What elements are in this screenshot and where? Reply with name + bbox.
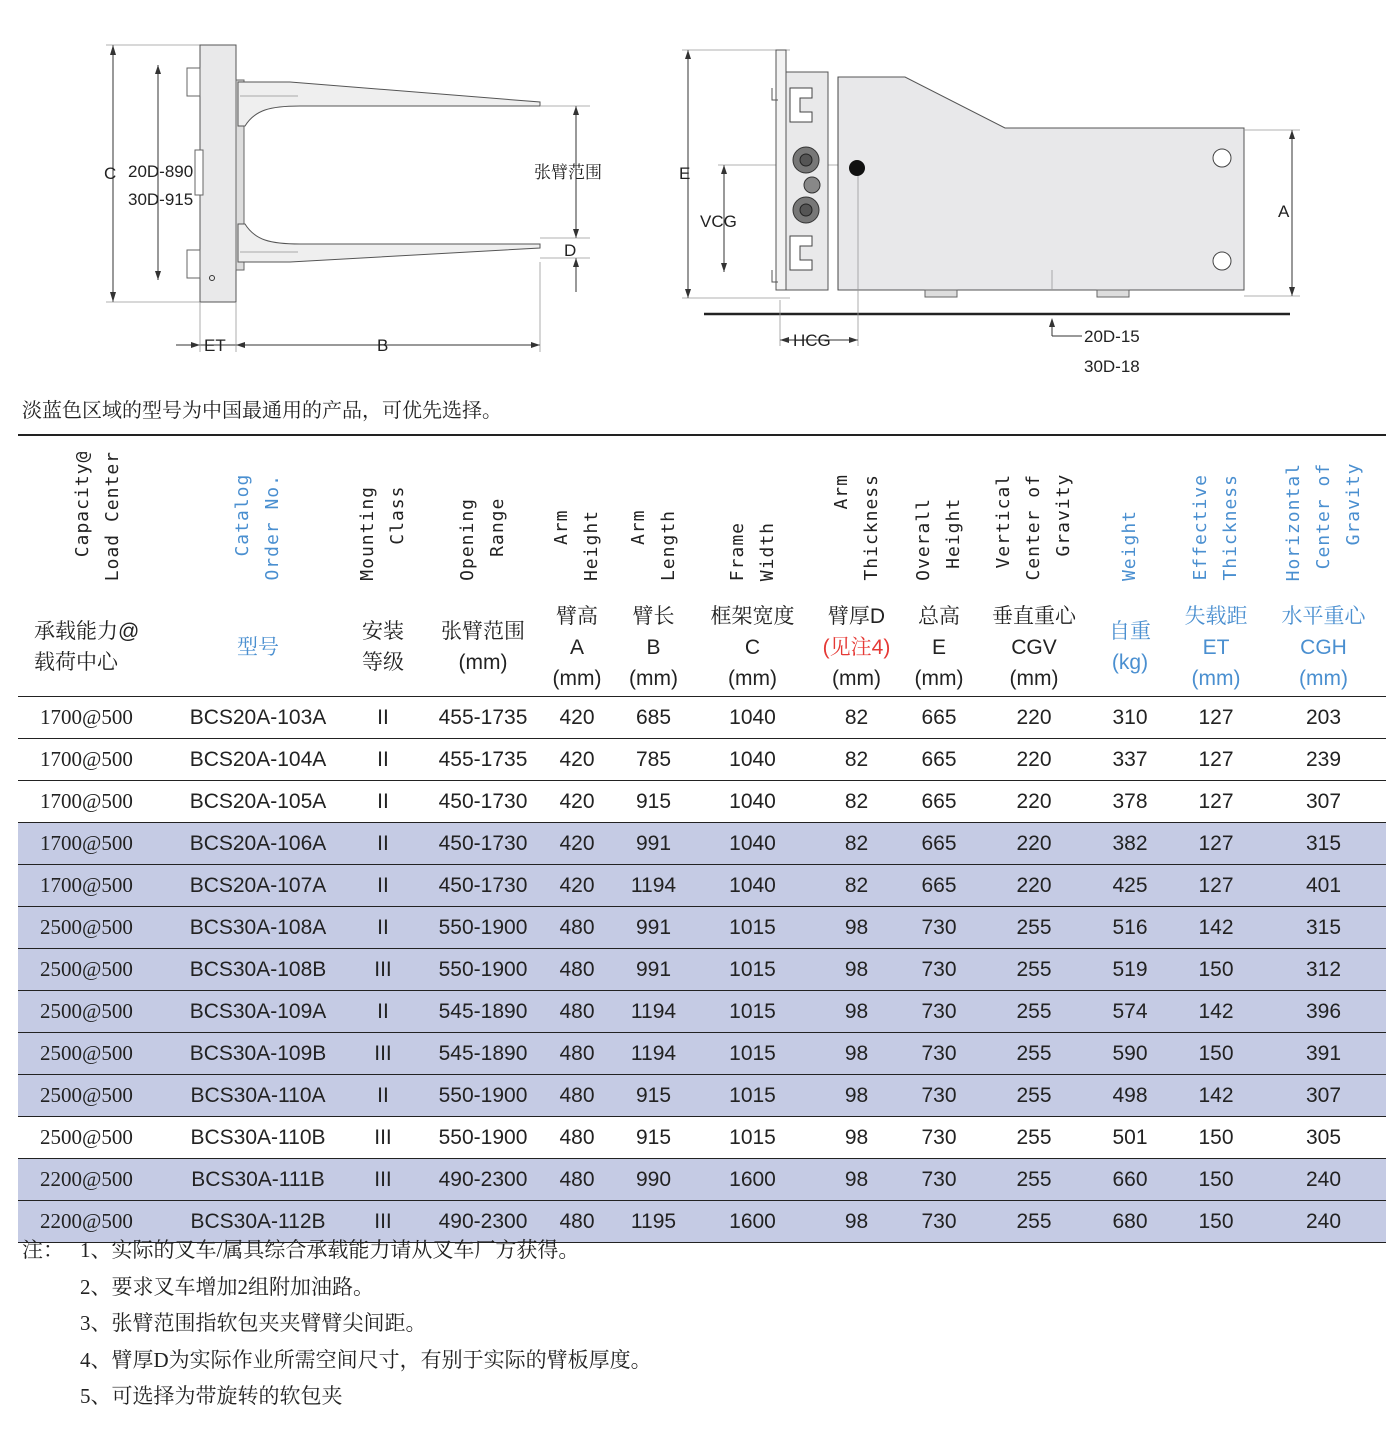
col-overall-height-cn: 总高 E (mm) (899, 598, 979, 697)
cell-opening-range: 545-1890 (428, 1033, 538, 1075)
cell-arm-thickness: 82 (814, 697, 899, 739)
cell-arm-height: 420 (538, 865, 616, 907)
cell-opening-range: 450-1730 (428, 865, 538, 907)
cell-et: 127 (1171, 865, 1261, 907)
cell-opening-range: 490-2300 (428, 1159, 538, 1201)
cell-frame-width: 1040 (691, 781, 814, 823)
cell-opening-range: 450-1730 (428, 823, 538, 865)
cell-mounting-class: II (338, 739, 428, 781)
table-row (18, 823, 1386, 865)
cell-arm-length: 991 (616, 949, 691, 991)
col-overall-height-en: Overall Height (913, 498, 964, 581)
cell-vcg: 255 (979, 1201, 1089, 1243)
cell-vcg: 255 (979, 991, 1089, 1033)
cell-capacity: 2500@500 (18, 949, 178, 991)
col-frame-width-en: Frame Width (726, 521, 778, 581)
cell-et: 150 (1171, 1117, 1261, 1159)
cell-arm-height: 480 (538, 949, 616, 991)
cell-et: 142 (1171, 907, 1261, 949)
cell-arm-thickness: 98 (814, 1075, 899, 1117)
col-frame-width-cn: 框架宽度 C (mm) (691, 598, 814, 697)
table-row (18, 907, 1386, 949)
cell-vcg: 220 (979, 697, 1089, 739)
cell-mounting-class: II (338, 697, 428, 739)
table-row (18, 697, 1386, 739)
cell-hcg: 307 (1261, 1075, 1386, 1117)
col-weight-en: Weight (1119, 509, 1140, 581)
cell-arm-height: 480 (538, 1075, 616, 1117)
col-et-en: Effective Thickness (1190, 474, 1241, 581)
cell-hcg: 396 (1261, 991, 1386, 1033)
cell-vcg: 220 (979, 781, 1089, 823)
cell-frame-width: 1040 (691, 739, 814, 781)
col-class-en: Mounting Class (357, 486, 408, 581)
cell-vcg: 255 (979, 1117, 1089, 1159)
cell-vcg: 220 (979, 865, 1089, 907)
cell-et: 150 (1171, 1201, 1261, 1243)
cell-frame-width: 1015 (691, 949, 814, 991)
cell-overall-height: 730 (899, 907, 979, 949)
cell-hcg: 307 (1261, 781, 1386, 823)
cell-arm-height: 480 (538, 1159, 616, 1201)
cell-opening-range: 545-1890 (428, 991, 538, 1033)
cell-frame-width: 1015 (691, 907, 814, 949)
note-3: 3、张臂范围指软包夹夹臂臂尖间距。 (80, 1311, 427, 1336)
cell-weight: 378 (1089, 781, 1171, 823)
note-2: 2、要求叉车增加2组附加油路。 (80, 1274, 374, 1299)
note-4-ref: (见注4) (822, 635, 891, 659)
cell-arm-thickness: 98 (814, 1117, 899, 1159)
col-capacity-en: Capacity@ Load Center (72, 450, 123, 581)
cell-hcg: 203 (1261, 697, 1386, 739)
cell-overall-height: 730 (899, 1201, 979, 1243)
col-hcg-en: Horizontal Center of Gravity (1282, 462, 1364, 581)
label-a: A (1278, 202, 1290, 221)
cell-et: 150 (1171, 949, 1261, 991)
cell-arm-length: 991 (616, 907, 691, 949)
cell-overall-height: 730 (899, 991, 979, 1033)
label-opening-range: 张臂范围 (534, 163, 602, 182)
cell-arm-height: 420 (538, 781, 616, 823)
cell-arm-height: 420 (538, 823, 616, 865)
col-range-en: Opening Range (457, 498, 508, 581)
cell-hcg: 391 (1261, 1033, 1386, 1075)
spec-table-body (18, 697, 1386, 1243)
cell-vcg: 220 (979, 823, 1089, 865)
col-vcg-en: Vertical Center of Gravity (993, 474, 1074, 581)
cell-vcg: 220 (979, 739, 1089, 781)
cell-opening-range: 455-1735 (428, 739, 538, 781)
cell-model: BCS20A-103A (178, 697, 338, 739)
cell-arm-height: 480 (538, 1201, 616, 1243)
table-row (18, 781, 1386, 823)
cell-arm-length: 1194 (616, 1033, 691, 1075)
col-class-cn: 安装 等级 (338, 598, 428, 697)
cell-arm-length: 685 (616, 697, 691, 739)
cell-model: BCS20A-107A (178, 865, 338, 907)
cell-model: BCS30A-110A (178, 1075, 338, 1117)
cell-hcg: 240 (1261, 1201, 1386, 1243)
cell-frame-width: 1040 (691, 865, 814, 907)
cell-arm-length: 915 (616, 1117, 691, 1159)
cell-weight: 310 (1089, 697, 1171, 739)
cell-overall-height: 665 (899, 697, 979, 739)
cell-frame-width: 1600 (691, 1159, 814, 1201)
cell-overall-height: 665 (899, 865, 979, 907)
cell-weight: 516 (1089, 907, 1171, 949)
cell-model: BCS30A-108A (178, 907, 338, 949)
cell-arm-thickness: 82 (814, 739, 899, 781)
table-row (18, 1075, 1386, 1117)
cell-overall-height: 730 (899, 1117, 979, 1159)
label-c-30d: 30D-915 (128, 190, 194, 209)
table-row (18, 739, 1386, 781)
cell-et: 127 (1171, 823, 1261, 865)
cell-arm-thickness: 82 (814, 865, 899, 907)
cell-arm-height: 480 (538, 1033, 616, 1075)
cell-hcg: 239 (1261, 739, 1386, 781)
notes-section (22, 1232, 652, 1415)
table-row (18, 949, 1386, 991)
cell-weight: 425 (1089, 865, 1171, 907)
note-4: 4、臂厚D为实际作业所需空间尺寸，有别于实际的臂板厚度。 (80, 1347, 652, 1372)
cell-arm-height: 420 (538, 697, 616, 739)
cell-overall-height: 730 (899, 1159, 979, 1201)
cell-mounting-class: III (338, 1159, 428, 1201)
cell-vcg: 255 (979, 1159, 1089, 1201)
cell-et: 142 (1171, 991, 1261, 1033)
cell-capacity: 2500@500 (18, 907, 178, 949)
cell-hcg: 312 (1261, 949, 1386, 991)
cell-arm-thickness: 98 (814, 1159, 899, 1201)
label-c-20d: 20D-890 (128, 162, 194, 181)
cell-arm-length: 990 (616, 1159, 691, 1201)
cell-arm-thickness: 82 (814, 823, 899, 865)
cell-arm-thickness: 98 (814, 991, 899, 1033)
cell-frame-width: 1600 (691, 1201, 814, 1243)
cell-model: BCS20A-105A (178, 781, 338, 823)
col-arm-height-en: Arm Height (551, 509, 602, 581)
header-row-chinese (18, 598, 1386, 697)
col-weight-cn: 自重 (kg) (1089, 598, 1171, 697)
cell-model: BCS20A-106A (178, 823, 338, 865)
cell-arm-length: 915 (616, 781, 691, 823)
cell-capacity: 1700@500 (18, 823, 178, 865)
col-arm-thickness-en: Arm Thickness (830, 474, 882, 581)
cell-model: BCS30A-112B (178, 1201, 338, 1243)
cell-frame-width: 1015 (691, 1117, 814, 1159)
cell-hcg: 305 (1261, 1117, 1386, 1159)
cell-frame-width: 1015 (691, 991, 814, 1033)
cell-et: 150 (1171, 1159, 1261, 1201)
cell-mounting-class: II (338, 781, 428, 823)
cell-mounting-class: III (338, 1117, 428, 1159)
cell-mounting-class: II (338, 1075, 428, 1117)
cell-arm-thickness: 82 (814, 781, 899, 823)
cell-frame-width: 1015 (691, 1033, 814, 1075)
cell-capacity: 2500@500 (18, 1117, 178, 1159)
label-vcg: VCG (700, 212, 737, 231)
cell-opening-range: 550-1900 (428, 1075, 538, 1117)
cell-capacity: 1700@500 (18, 865, 178, 907)
table-row (18, 1033, 1386, 1075)
intro-text: 淡蓝色区域的型号为中国最通用的产品，可优先选择。 (22, 400, 502, 422)
cell-model: BCS20A-104A (178, 739, 338, 781)
cell-arm-height: 480 (538, 1117, 616, 1159)
cell-mounting-class: III (338, 1033, 428, 1075)
col-vcg-cn: 垂直重心 CGV (mm) (979, 598, 1089, 697)
col-arm-thickness-unit: (mm) (832, 666, 881, 690)
cell-weight: 337 (1089, 739, 1171, 781)
cell-model: BCS30A-111B (178, 1159, 338, 1201)
cell-weight: 680 (1089, 1201, 1171, 1243)
cell-frame-width: 1015 (691, 1075, 814, 1117)
label-b: B (377, 336, 389, 355)
note-1: 1、实际的叉车/属具综合承载能力请从叉车厂方获得。 (80, 1238, 580, 1262)
note-5: 5、可选择为带旋转的软包夹 (80, 1384, 343, 1409)
label-floor-30d: 30D-18 (1084, 357, 1140, 376)
cell-frame-width: 1040 (691, 823, 814, 865)
cell-opening-range: 490-2300 (428, 1201, 538, 1243)
cell-capacity: 2500@500 (18, 991, 178, 1033)
cell-weight: 382 (1089, 823, 1171, 865)
col-arm-length-cn: 臂长 B (mm) (616, 598, 691, 697)
cell-arm-height: 480 (538, 907, 616, 949)
cell-opening-range: 455-1735 (428, 697, 538, 739)
cell-overall-height: 665 (899, 781, 979, 823)
cell-vcg: 255 (979, 949, 1089, 991)
col-arm-height-cn: 臂高 A (mm) (538, 598, 616, 697)
cell-mounting-class: II (338, 823, 428, 865)
notes-label: 注： (22, 1238, 64, 1262)
cell-capacity: 1700@500 (18, 697, 178, 739)
cell-arm-length: 1194 (616, 991, 691, 1033)
label-et: ET (204, 336, 226, 355)
cell-weight: 590 (1089, 1033, 1171, 1075)
cell-weight: 660 (1089, 1159, 1171, 1201)
cell-arm-height: 420 (538, 739, 616, 781)
cell-et: 127 (1171, 739, 1261, 781)
cell-arm-thickness: 98 (814, 1201, 899, 1243)
col-model-en: Catalog Order No. (232, 474, 283, 581)
cell-mounting-class: III (338, 949, 428, 991)
cell-arm-length: 1194 (616, 865, 691, 907)
cell-weight: 519 (1089, 949, 1171, 991)
cell-hcg: 315 (1261, 823, 1386, 865)
spec-table (18, 434, 1386, 1243)
cell-arm-length: 785 (616, 739, 691, 781)
cell-et: 127 (1171, 697, 1261, 739)
table-row (18, 991, 1386, 1033)
cell-et: 150 (1171, 1033, 1261, 1075)
cell-overall-height: 730 (899, 1033, 979, 1075)
cell-frame-width: 1040 (691, 697, 814, 739)
cell-model: BCS30A-109B (178, 1033, 338, 1075)
cell-mounting-class: II (338, 865, 428, 907)
label-e: E (679, 164, 691, 183)
cell-overall-height: 730 (899, 1075, 979, 1117)
col-model-cn: 型号 (178, 598, 338, 697)
cell-hcg: 401 (1261, 865, 1386, 907)
col-range-cn: 张臂范围 (mm) (428, 598, 538, 697)
table-row (18, 865, 1386, 907)
cell-mounting-class: II (338, 907, 428, 949)
cell-weight: 498 (1089, 1075, 1171, 1117)
label-d: D (564, 241, 577, 260)
label-floor-20d: 20D-15 (1084, 327, 1140, 346)
table-row (18, 1159, 1386, 1201)
col-arm-thickness-cn (814, 598, 899, 697)
cell-capacity: 2200@500 (18, 1201, 178, 1243)
side-view-drawing (682, 50, 1300, 346)
cell-et: 127 (1171, 781, 1261, 823)
cell-weight: 501 (1089, 1117, 1171, 1159)
cell-overall-height: 665 (899, 823, 979, 865)
label-hcg: HCG (793, 331, 831, 350)
cell-capacity: 1700@500 (18, 781, 178, 823)
cell-opening-range: 450-1730 (428, 781, 538, 823)
cell-overall-height: 665 (899, 739, 979, 781)
cell-opening-range: 550-1900 (428, 907, 538, 949)
cell-vcg: 255 (979, 1075, 1089, 1117)
col-hcg-cn: 水平重心 CGH (mm) (1261, 598, 1386, 697)
cell-et: 142 (1171, 1075, 1261, 1117)
table-row (18, 1117, 1386, 1159)
cell-arm-thickness: 98 (814, 1033, 899, 1075)
cell-opening-range: 550-1900 (428, 949, 538, 991)
cell-opening-range: 550-1900 (428, 1117, 538, 1159)
col-et-cn: 失载距 ET (mm) (1171, 598, 1261, 697)
cell-capacity: 1700@500 (18, 739, 178, 781)
col-capacity-cn: 承载能力@ 载荷中心 (18, 598, 178, 697)
cell-model: BCS30A-108B (178, 949, 338, 991)
cell-vcg: 255 (979, 907, 1089, 949)
cell-arm-length: 1195 (616, 1201, 691, 1243)
cell-arm-length: 991 (616, 823, 691, 865)
cell-overall-height: 730 (899, 949, 979, 991)
cell-model: BCS30A-109A (178, 991, 338, 1033)
col-arm-thickness-cn-label: 臂厚D (827, 604, 886, 628)
col-arm-length-en: Arm Length (627, 509, 679, 581)
cell-mounting-class: III (338, 1201, 428, 1243)
cell-capacity: 2500@500 (18, 1033, 178, 1075)
cell-capacity: 2200@500 (18, 1159, 178, 1201)
label-c: C (104, 164, 117, 183)
cell-capacity: 2500@500 (18, 1075, 178, 1117)
cell-vcg: 255 (979, 1033, 1089, 1075)
cell-mounting-class: II (338, 991, 428, 1033)
cell-arm-thickness: 98 (814, 907, 899, 949)
cell-hcg: 240 (1261, 1159, 1386, 1201)
cell-weight: 574 (1089, 991, 1171, 1033)
technical-drawings (0, 0, 1400, 385)
cell-hcg: 315 (1261, 907, 1386, 949)
cell-arm-length: 915 (616, 1075, 691, 1117)
cell-model: BCS30A-110B (178, 1117, 338, 1159)
header-row-english (18, 436, 1386, 598)
cell-arm-thickness: 98 (814, 949, 899, 991)
cell-arm-height: 480 (538, 991, 616, 1033)
